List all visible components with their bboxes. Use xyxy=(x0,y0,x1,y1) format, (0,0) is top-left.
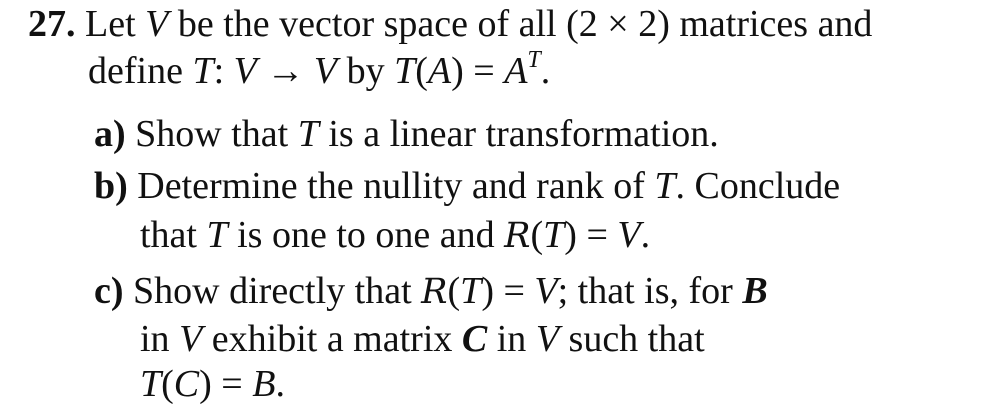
math-var: V xyxy=(617,214,641,256)
math-var-bold: B xyxy=(742,270,768,312)
math-var: T xyxy=(654,165,676,207)
math-var: T xyxy=(297,113,319,155)
range-symbol: R xyxy=(421,272,448,312)
math-var: V xyxy=(145,3,169,45)
transpose-superscript: T xyxy=(527,47,541,73)
math-var: V xyxy=(535,318,560,360)
part-b-label: b) xyxy=(94,165,128,207)
problem-number: 27. xyxy=(28,3,76,45)
math-var: V xyxy=(179,318,203,360)
math-var: V xyxy=(534,270,558,312)
math-var-bold: C xyxy=(461,318,488,360)
problem-statement-line-2: define T: V → V by $T(A) = A^T$. xyxy=(88,47,551,92)
math-var: A xyxy=(427,50,452,92)
math-var: B xyxy=(252,363,276,405)
part-c-label: c) xyxy=(94,270,124,312)
part-c-line-1: c) Show directly that R(T) = V; that is, for B xyxy=(94,270,768,312)
part-c-line-3: T(C) = B. xyxy=(140,363,285,405)
problem-statement-line-1: 27. Let V be the vector space of all (2 × 2) matrices and xyxy=(28,3,873,45)
math-var: T xyxy=(192,50,214,92)
math-var: T xyxy=(460,270,482,312)
math-var: A xyxy=(504,50,528,92)
math-var: C xyxy=(173,363,200,405)
range-symbol: R xyxy=(504,216,531,256)
math-var: T xyxy=(140,363,162,405)
math-var: T xyxy=(394,50,416,92)
part-b-line-2: that T is one to one and R(T) = V. xyxy=(140,214,651,256)
part-b-line-1: b) Determine the nullity and rank of T. Conclude xyxy=(94,165,841,207)
part-a-label: a) xyxy=(94,113,126,155)
math-var: T xyxy=(206,214,228,256)
part-c-line-2: in V exhibit a matrix C in V such that xyxy=(140,318,705,360)
part-a-line: a) Show that T is a linear transformation. xyxy=(94,113,719,155)
math-var: V xyxy=(233,50,257,92)
math-var: V xyxy=(313,50,338,92)
math-var: T xyxy=(543,214,565,256)
